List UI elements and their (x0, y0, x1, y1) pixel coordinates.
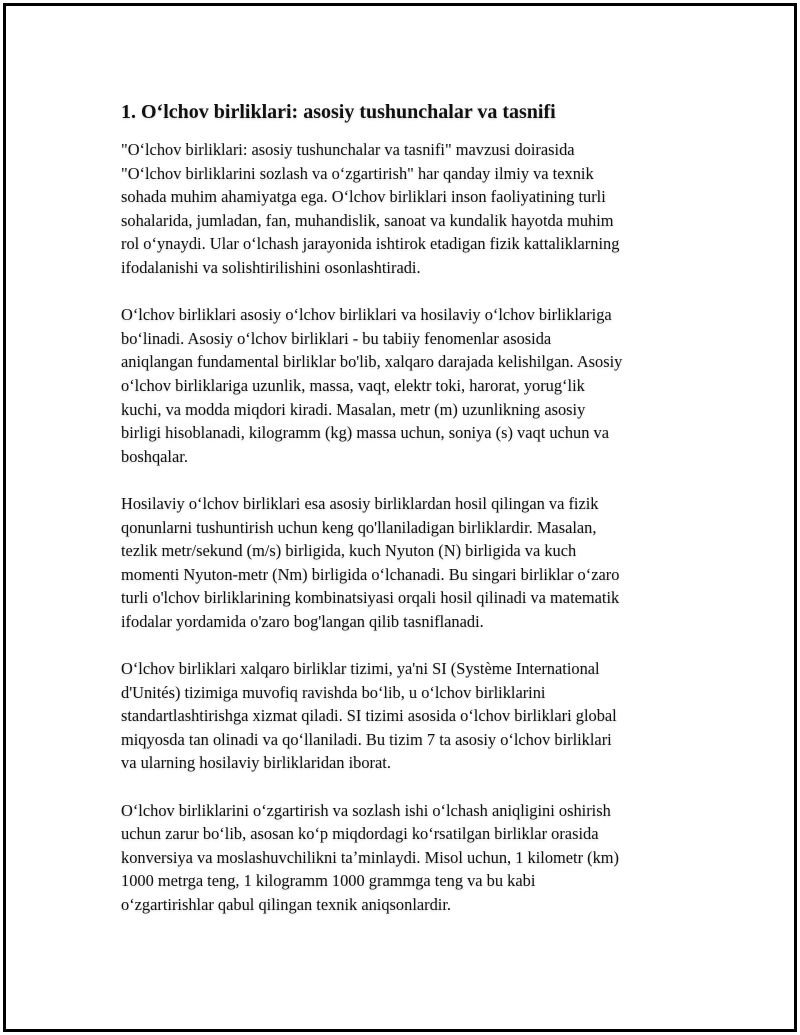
paragraph-3 (121, 492, 693, 634)
text-line: aniqlangan fundamental birliklar bo'lib, xalqaro darajada kelishilgan. Asosiy (121, 352, 623, 372)
paragraph-4 (121, 657, 693, 775)
section-heading: 1. Oʻlchov birliklari: asosiy tushunchalar va tasnifi (121, 101, 556, 123)
document-body (121, 100, 693, 940)
text-line: oʻlchov birliklariga uzunlik, massa, vaqt, elektr toki, harorat, yorugʻlik (121, 375, 585, 395)
text-line: kuchi, va modda miqdori kiradi. Masalan, metr (m) uzunlikning asosiy (121, 399, 586, 419)
text-line: birligi hisoblanadi, kilogramm (kg) massa uchun, soniya (s) vaqt uchun va (121, 423, 609, 443)
text-line: oʻzgartirishlar qabul qilingan texnik aniqsonlardir. (121, 895, 452, 914)
text-line: "Oʻlchov birliklari: asosiy tushunchalar va tasnifi" mavzusi doirasida (121, 140, 575, 159)
text-line: Hosilaviy oʻlchov birliklari esa asosiy birliklardan hosil qilingan va fizik (121, 493, 599, 513)
text-line: uchun zarur boʻlib, asosan koʻp miqdordagi koʻrsatilgan birliklar orasida (121, 824, 599, 844)
text-line: rol oʻynaydi. Ular oʻlchash jarayonida ishtirok etadigan fizik kattaliklarning (121, 234, 620, 254)
text-line: konversiya va moslashuvchilikni taʼminlaydi. Misol uchun, 1 kilometr (km) (121, 847, 620, 867)
text-line: d'Unités) tizimiga muvofiq ravishda boʻlib, u oʻlchov birliklarini (121, 682, 546, 702)
text-line: sohada muhim ahamiyatga ega. Oʻlchov birliklari inson faoliyatining turli (121, 187, 606, 207)
text-line: ifodalar yordamida o'zaro bog'langan qilib tasniflanadi. (121, 611, 484, 631)
text-line: tezlik metr/sekund (m/s) birligida, kuch Nyuton (N) birligida va kuch (121, 541, 577, 561)
text-line: boʻlinadi. Asosiy oʻlchov birliklari - bu tabiiy fenomenlar asosida (121, 328, 552, 348)
text-line: Oʻlchov birliklarini oʻzgartirish va sozlash ishi oʻlchash aniqligini oshirish (121, 800, 611, 820)
text-line: 1000 metrga teng, 1 kilogramm 1000 grammga teng va bu kabi (121, 871, 536, 891)
paragraph-1 (121, 138, 693, 280)
text-line: standartlashtirishga xizmat qiladi. SI tizimi asosida oʻlchov birliklari global (121, 706, 617, 726)
paragraph-2 (121, 303, 693, 468)
text-line: miqyosda tan olinadi va qoʻllaniladi. Bu tizim 7 ta asosiy oʻlchov birliklari (121, 729, 612, 749)
text-line: boshqalar. (121, 446, 188, 466)
paragraph-5 (121, 799, 693, 917)
text-line: turli o'lchov birliklarining kombinatsiyasi orqali hosil qilinadi va matematik (121, 588, 620, 608)
text-line: Oʻlchov birliklari asosiy oʻlchov birliklari va hosilaviy oʻlchov birliklariga (121, 305, 612, 325)
text-line: va ularning hosilaviy birliklaridan iborat. (121, 753, 391, 773)
text-line: "Oʻlchov birliklarini sozlash va oʻzgartirish" har qanday ilmiy va texnik (121, 163, 594, 183)
page-frame (3, 3, 797, 1032)
text-line: sohalarida, jumladan, fan, muhandislik, sanoat va kundalik hayotda muhim (121, 210, 614, 230)
text-line: qonunlarni tushuntirish uchun keng qo'llaniladigan birliklardir. Masalan, (121, 517, 597, 537)
text-line: Oʻlchov birliklari xalqaro birliklar tizimi, ya'ni SI (Système International (121, 659, 600, 679)
text-line: ifodalanishi va solishtirilishini osonlashtiradi. (121, 257, 421, 277)
text-line: momenti Nyuton-metr (Nm) birligida oʻlchanadi. Bu singari birliklar oʻzaro (121, 564, 620, 584)
